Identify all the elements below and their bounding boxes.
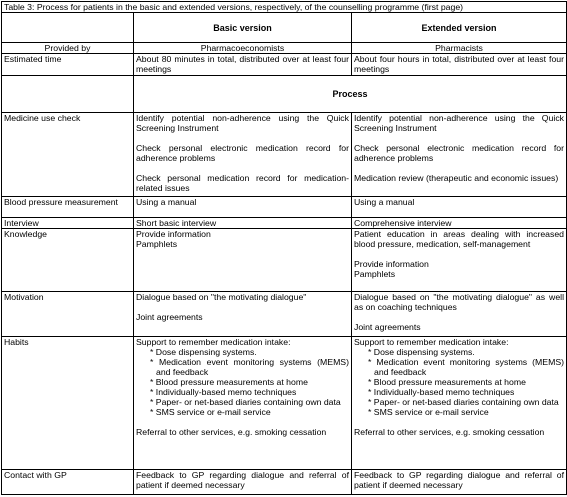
extended-motivation-item: Dialogue based on "the motivating dialogue" as well as on coaching techniques	[354, 292, 565, 313]
process-heading: Process	[134, 75, 567, 113]
row-label-provided-by: Provided by	[2, 42, 134, 53]
table-row-blood-pressure	[2, 197, 567, 217]
extended-medicine-use-check	[352, 113, 567, 197]
basic-medicine-use-check	[134, 113, 352, 197]
table-row-medicine-use-check	[2, 113, 567, 197]
extended-habits-item: * Individually-based memo techniques	[368, 387, 515, 398]
basic-estimated-time: About 80 minutes in total, distributed over at least four meetings	[134, 54, 352, 75]
extended-interview: Comprehensive interview	[352, 217, 567, 228]
extended-knowledge-item: Pamphlets	[354, 269, 396, 280]
extended-provided-by: Pharmacists	[352, 42, 567, 53]
basic-habits-item: * Dose dispensing systems.	[150, 347, 257, 358]
basic-motivation	[134, 292, 352, 337]
basic-muc-item: Check personal electronic medication record for adherence problems	[136, 143, 349, 164]
basic-motivation-item: Joint agreements	[136, 312, 203, 323]
basic-knowledge-item: Provide information	[136, 229, 211, 240]
basic-habits-item: * Paper- or net-based diaries containing own data	[150, 397, 341, 408]
extended-blood-pressure: Using a manual	[352, 197, 567, 217]
basic-habits-item: * Medication event monitoring systems (MEMS) and feedback	[150, 357, 349, 378]
row-label-interview: Interview	[2, 217, 134, 228]
extended-muc-item: Identify potential non-adherence using the Quick Screening Instrument	[354, 113, 565, 134]
extended-knowledge-item: Provide information	[354, 259, 429, 270]
table-row-estimated-time	[2, 54, 567, 75]
basic-habits-referral: Referral to other services, e.g. smoking cessation	[136, 427, 327, 438]
basic-blood-pressure: Using a manual	[134, 197, 352, 217]
header-basic-version: Basic version	[134, 13, 352, 43]
table-row-motivation	[2, 292, 567, 337]
basic-knowledge	[134, 229, 352, 292]
table-row-process-heading	[2, 75, 567, 113]
row-label-habits: Habits	[2, 337, 134, 470]
extended-habits-item: * Blood pressure measurements at home	[368, 377, 526, 388]
basic-motivation-item: Dialogue based on "the motivating dialogue"	[136, 292, 307, 303]
basic-provided-by: Pharmacoeconomists	[134, 42, 352, 53]
extended-muc-item: Check personal electronic medication record for adherence problems	[354, 143, 565, 164]
row-label-estimated-time: Estimated time	[2, 54, 134, 75]
extended-habits-referral: Referral to other services, e.g. smoking cessation	[354, 427, 545, 438]
row-label-knowledge: Knowledge	[2, 229, 134, 292]
extended-contact-gp: Feedback to GP regarding dialogue and referral of patient if deemed necessary	[352, 470, 567, 495]
basic-habits-intro: Support to remember medication intake:	[136, 337, 291, 348]
header-empty-cell	[2, 13, 134, 43]
extended-knowledge-intro: Patient education in areas dealing with increased blood pressure, medication, self-management	[354, 229, 565, 250]
basic-habits-item: * SMS service or e-mail service	[150, 407, 271, 418]
basic-muc-item: Identify potential non-adherence using the Quick Screening Instrument	[136, 113, 349, 134]
row-label-contact-gp: Contact with GP	[2, 470, 134, 495]
extended-knowledge	[352, 229, 567, 292]
extended-habits	[352, 337, 567, 470]
header-row	[2, 13, 567, 43]
basic-knowledge-item: Pamphlets	[136, 239, 178, 250]
table-row-contact-gp	[2, 470, 567, 495]
basic-muc-item: Check personal medication record for medication-related issues	[136, 173, 349, 194]
table-row-habits	[2, 337, 567, 470]
table-row-interview	[2, 217, 567, 228]
extended-habits-item: * Dose dispensing systems.	[368, 347, 475, 358]
extended-habits-item: * SMS service or e-mail service	[368, 407, 489, 418]
process-table	[1, 1, 567, 495]
basic-habits	[134, 337, 352, 470]
row-label-blood-pressure: Blood pressure measurement	[2, 197, 134, 217]
basic-habits-item: * Individually-based memo techniques	[150, 387, 297, 398]
table-caption: Table 3: Process for patients in the basic and extended versions, respectively, of the counselling programme (first page)	[2, 2, 567, 13]
table-row-provided-by	[2, 42, 567, 53]
extended-estimated-time: About four hours in total, distributed over at least four meetings	[352, 54, 567, 75]
extended-muc-item: Medication review (therapeutic and economic issues)	[354, 173, 559, 184]
header-extended-version: Extended version	[352, 13, 567, 43]
process-heading-empty-cell	[2, 75, 134, 113]
basic-habits-item: * Blood pressure measurements at home	[150, 377, 308, 388]
table-row-knowledge	[2, 229, 567, 292]
row-label-motivation: Motivation	[2, 292, 134, 337]
extended-habits-item: * Medication event monitoring systems (MEMS) and feedback	[368, 357, 565, 378]
extended-habits-item: * Paper- or net-based diaries containing own data	[368, 397, 559, 408]
basic-contact-gp: Feedback to GP regarding dialogue and referral of patient if deemed necessary	[134, 470, 352, 495]
row-label-medicine-use-check: Medicine use check	[2, 113, 134, 197]
extended-habits-intro: Support to remember medication intake:	[354, 337, 509, 348]
caption-row	[2, 2, 567, 13]
extended-motivation-item: Joint agreements	[354, 322, 421, 333]
extended-motivation	[352, 292, 567, 337]
basic-interview: Short basic interview	[134, 217, 352, 228]
